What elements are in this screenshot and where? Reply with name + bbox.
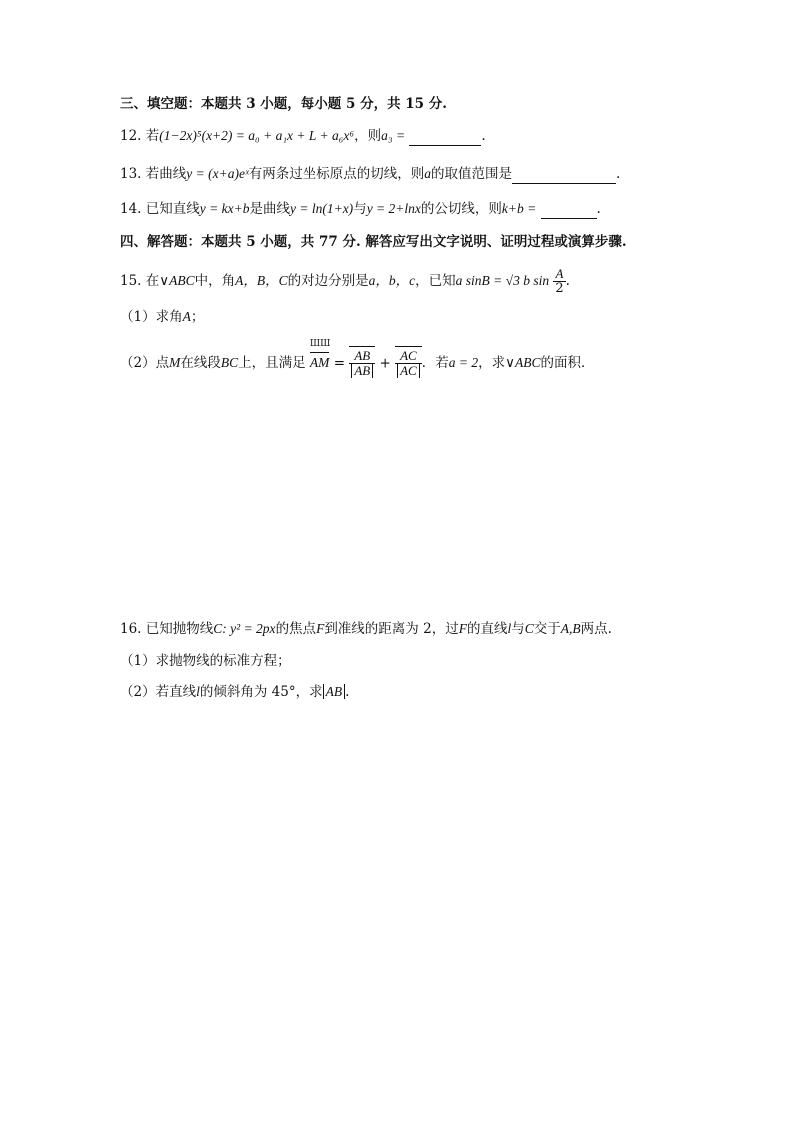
question-15-part-1 [120,307,204,327]
vector-ab: AB [349,349,375,364]
point-label: F [458,621,467,636]
question-13 [120,164,620,184]
segment-label: BC [220,355,239,370]
question-text: 已知直线 [145,201,200,217]
question-number: 12. [120,128,142,144]
line-label: l [196,684,200,699]
question-text: 的直线 [466,621,508,637]
part-text: 在线段 [180,355,221,371]
punctuation: . [565,273,570,289]
math-variable: A [182,309,191,324]
question-16-part-2 [120,682,349,702]
question-15-part-2 [120,336,595,390]
triangle-label: ABC [169,273,195,288]
question-text: 若 [145,128,160,144]
math-expression: (1−2x)⁵(x+2) = a₀ + a₁x + L + a₆x⁶ [159,128,355,143]
line-label: l [507,621,512,636]
fraction-a-over-2 [553,267,565,296]
punctuation: . [481,128,486,144]
section-heading-solutions: 四、解答题：本题共 5 小题，共 77 分. 解答应写出文字说明、证明过程或演算步骤. [120,234,627,250]
math-expression: a sinB = √3 b sin [455,273,550,288]
part-text: ，求∨ [478,355,515,371]
part-text: 的面积． [540,355,595,371]
question-14 [120,199,601,219]
section-heading-fill-in: 三、填空题：本题共 3 小题，每小题 5 分，共 15 分. [120,96,447,112]
punctuation: . [616,166,621,182]
question-text: ，已知 [415,273,456,289]
punctuation: . [345,684,350,700]
fraction-denominator: 2 [555,281,564,296]
math-expression: C: y² = 2px [213,621,276,636]
vector-am: AM [309,355,330,370]
render-artifact: ШШ [309,338,331,349]
question-text: 的取值范围是 [431,166,513,182]
answer-blank[interactable] [409,131,481,146]
punctuation: . [596,201,601,217]
math-expression: k+b = [501,201,537,216]
magnitude-ab: AB [351,363,373,378]
part-text: （2）若直线 [120,684,197,700]
question-text: 的对边分别是 [287,273,369,289]
answer-blank[interactable] [512,169,616,184]
question-12 [120,126,486,146]
math-expression: y = kx+b [199,201,250,216]
math-expression: a₃ = [381,128,406,143]
question-number: 16. [120,621,142,637]
angle-labels: A，B，C [235,273,288,288]
vector-equation [309,338,422,379]
curve-label: C [524,621,534,636]
part-text: 上，且满足 [238,355,306,371]
question-text: 已知抛物线 [145,621,214,637]
part-text: 的倾斜角为 45°，求 [199,684,323,700]
punctuation: ； [190,309,205,325]
question-text: 与 [511,621,525,637]
math-expression: a = 2 [448,355,479,370]
question-text: 到准线的距离为 2，过 [324,621,459,637]
question-text: 的焦点 [275,621,317,637]
math-expression: y = ln(1+x) [289,201,354,216]
point-label: F [316,621,325,636]
chord-length-ab: AB [323,684,346,699]
unit-vector-ab [349,349,375,379]
plus-sign: + [379,355,391,371]
question-text: 两点. [580,621,612,637]
question-text: 是曲线 [249,201,290,217]
math-expression: y = 2+lnx [366,201,421,216]
question-text: 交于 [533,621,561,637]
question-text: 若曲线 [145,166,187,182]
math-variable: M [169,355,181,370]
part-text: （2）点 [120,355,170,371]
part-text: ．若 [421,355,449,371]
question-text: ，则 [354,128,382,144]
question-text: 的公切线，则 [420,201,502,217]
question-16 [120,619,612,639]
question-16-part-1: （1）求抛物线的标准方程； [120,653,291,669]
vector-ac: AC [395,349,422,364]
question-text: 在∨ [145,273,170,289]
unit-vector-ac [395,349,422,379]
question-text: 有两条过坐标原点的切线，则 [248,166,425,182]
part-text: （1）求角 [120,309,183,325]
equals-sign: = [333,355,346,371]
question-text: 中，角 [194,273,236,289]
question-15 [120,266,570,296]
question-text: 与 [353,201,367,217]
answer-blank[interactable] [541,204,597,219]
math-expression: y = (x+a)eˣ [186,166,249,181]
question-number: 13. [120,166,142,182]
question-number: 14. [120,201,142,217]
triangle-label: ABC [515,355,541,370]
math-variable: a [424,166,432,181]
side-labels: a，b，c [368,273,416,288]
fraction-numerator: A [553,267,565,282]
question-number: 15. [120,273,142,289]
magnitude-ac: AC [397,363,420,378]
point-labels: A,B [560,621,581,636]
